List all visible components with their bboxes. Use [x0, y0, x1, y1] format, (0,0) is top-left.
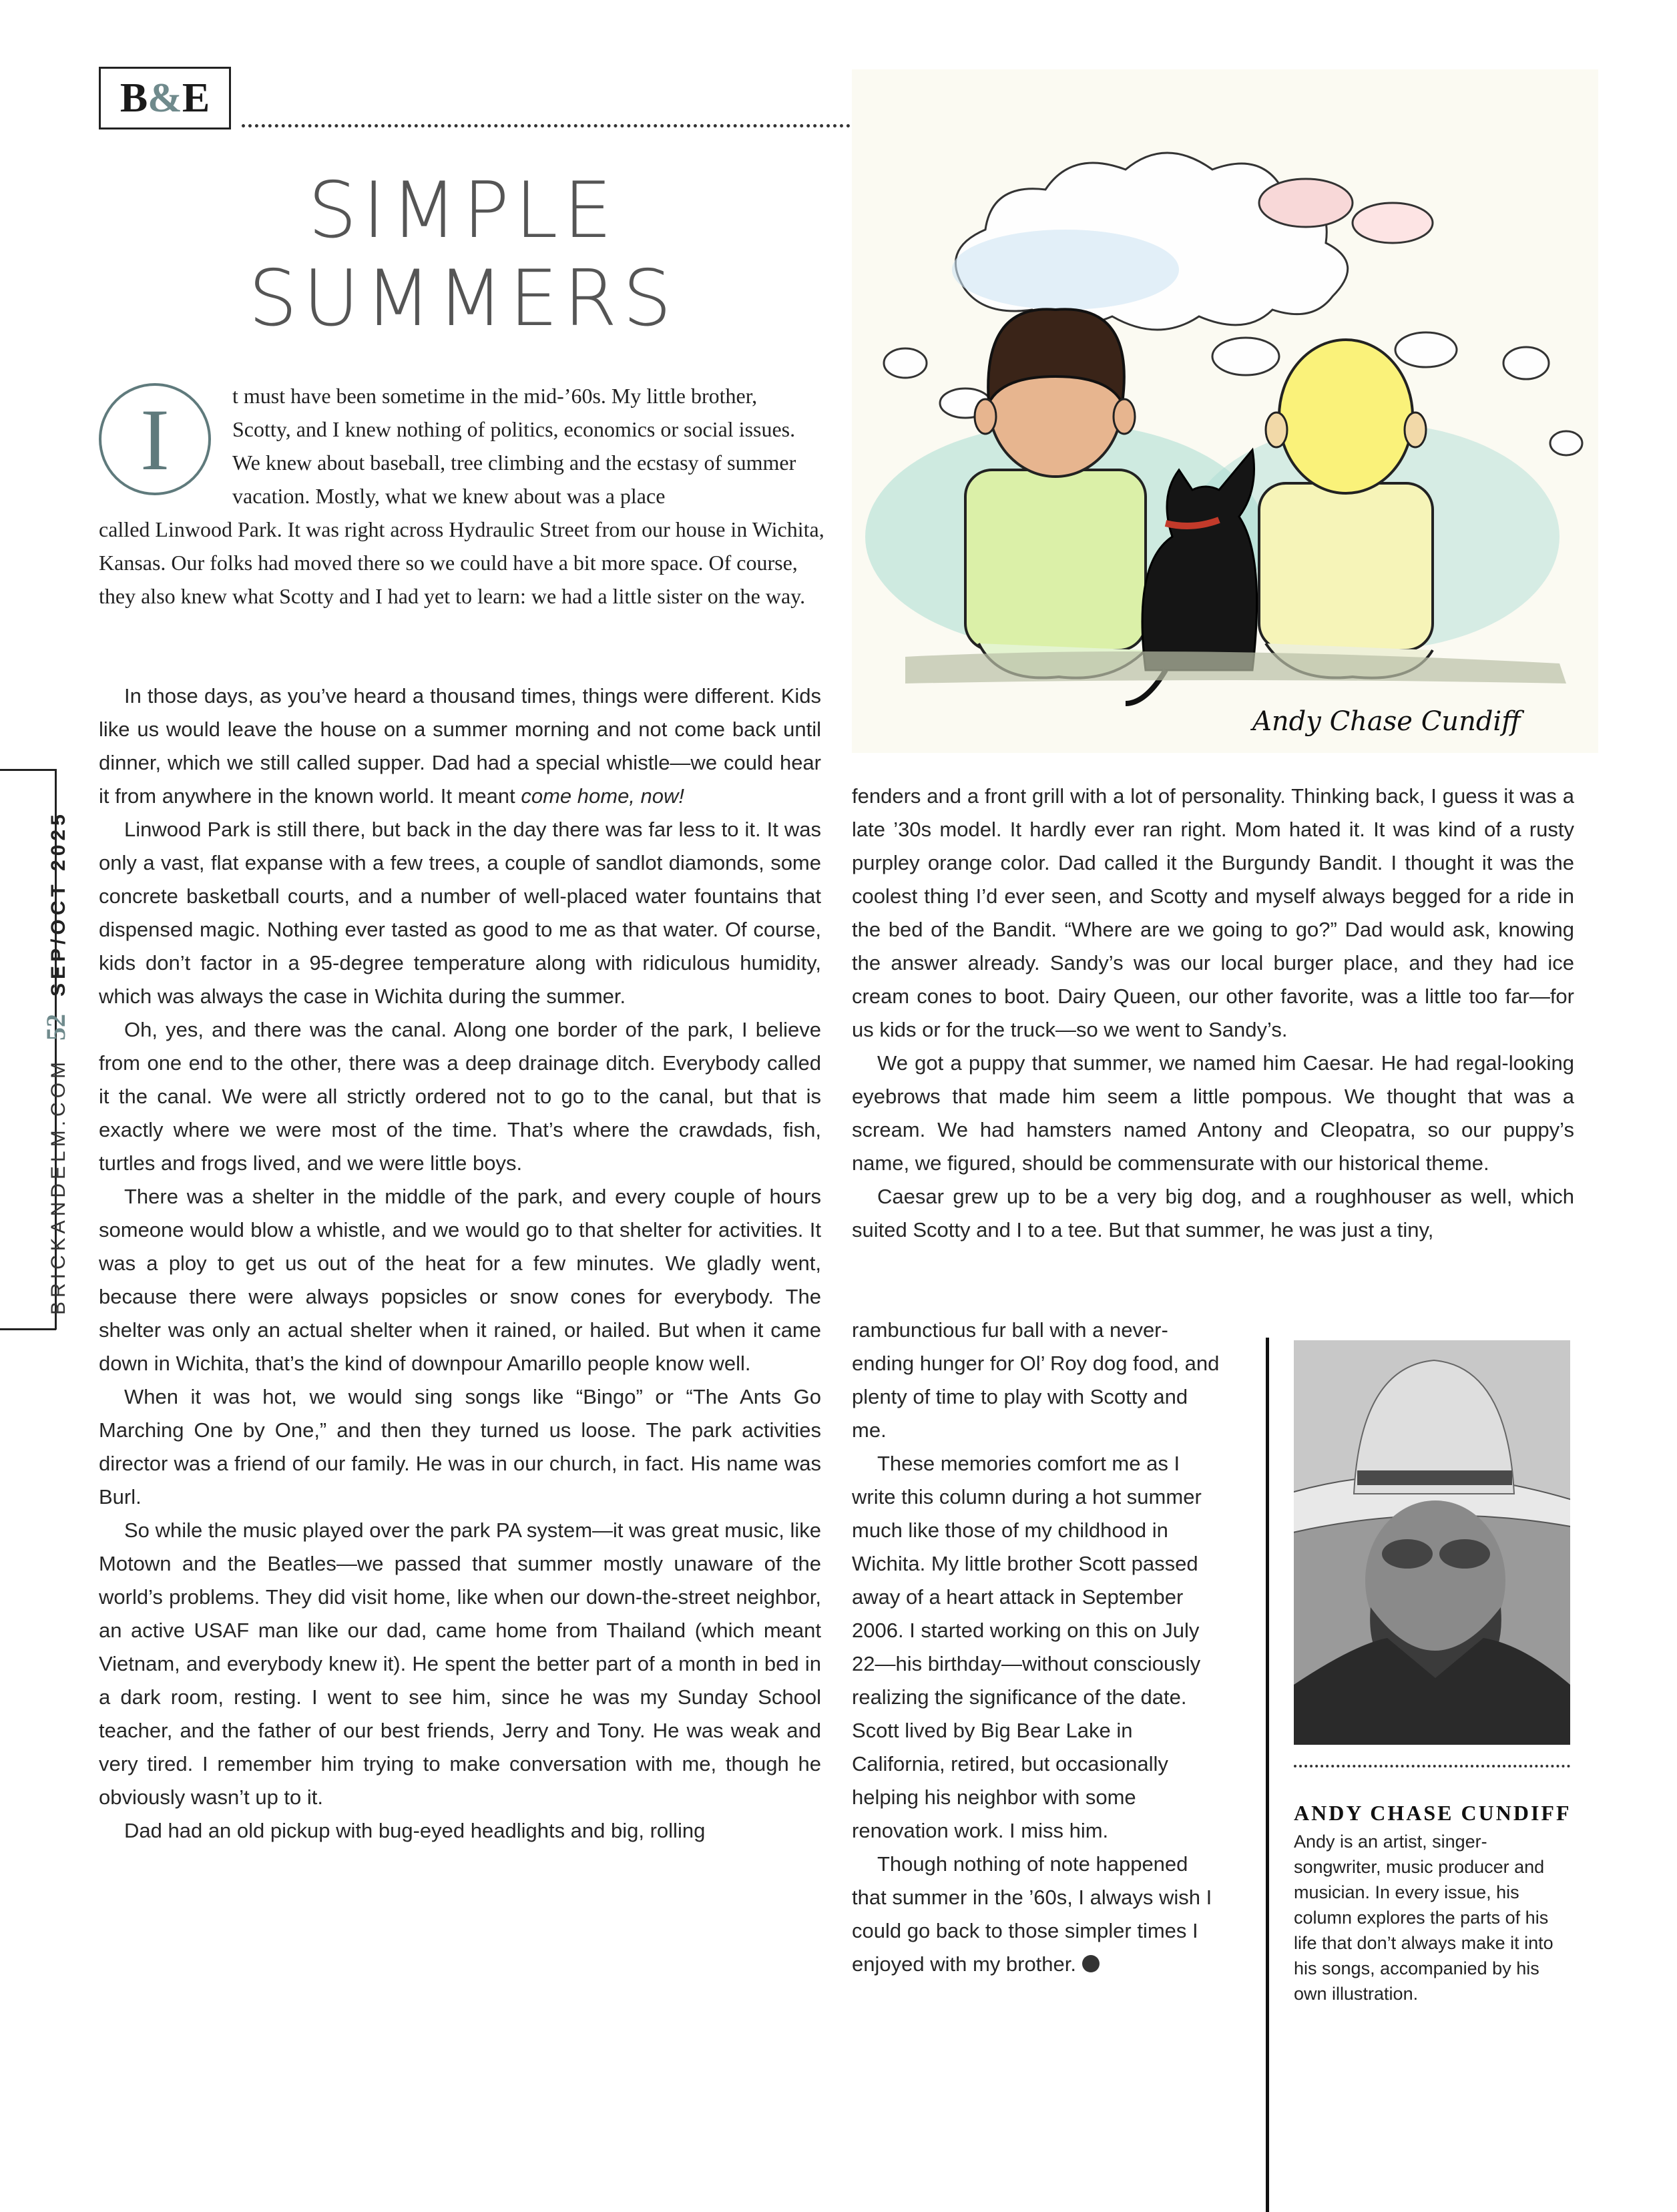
sunglasses-lens — [1439, 1539, 1490, 1569]
title-line-2: SUMMERS — [248, 254, 678, 344]
author-name: ANDY CHASE CUNDIFF — [1294, 1801, 1572, 1825]
body-paragraph: There was a shelter in the middle of the park, and every couple of hours someone would blow a whistle, and we would go to that shelter for activities. It was a ploy to get us out of the heat for a few minutes. We gladly went, because there were always popsicles or snow cones for everybody. The shelter was only an actual shelter when it rained, or hailed. But when it came down in Wichita, that’s the kind of downpour Amarillo people know well. — [99, 1185, 821, 1375]
rail-rule-bottom — [0, 1328, 56, 1330]
body-paragraph: Oh, yes, and there was the canal. Along one border of the park, I believe from one end to the other, there was a deep drainage ditch. Everybody called it the canal. We were all strictly ordered not to go to the canal, but that is exactly where we were most of the time. That’s where the crawdads, fish, turtles and frogs lived, and we were little boys. — [99, 1018, 821, 1175]
page-number: 52 — [41, 1013, 71, 1041]
intro-paragraph-part-1: t must have been sometime in the mid-’60s. My little brother, Scotty, and I knew nothing of politics, economics or social issues. We knew about baseball, tree climbing and the ecstasy of summer vacation. Mostly, what we knew about was a place — [232, 384, 796, 508]
right-boy-shirt — [1259, 483, 1433, 650]
body-paragraph: When it was hot, we would sing songs like “Bingo” or “The Ants Go Marching One by One,” and then they turned us loose. The park activities director was a friend of our family. He was in our church, in fact. His name was Burl. — [99, 1385, 821, 1508]
body-paragraph-continued: fenders and a front grill with a lot of personality. Thinking back, I guess it was a late ’30s model. It hardly ever ran right. Mom hated it. It was kind of a rusty purpley orange color. Dad called it the Burgundy Bandit. I thought it was the coolest thing I’d ever seen, and Scotty and myself always begged for a ride in the bed of the Bandit. “Where are we going to go?” Dad would ask, knowing the answer already. Sandy’s was our local burger place, and they had ice cream cones to boot. Dairy Queen, our other favorite, was a little too far—for us kids or for the truck—so we went to Sandy’s. — [852, 784, 1574, 1041]
drop-cap: I — [99, 383, 211, 495]
left-boy-ear — [975, 399, 996, 434]
body-column-right-narrow — [852, 1314, 1226, 1981]
right-boy-ear — [1266, 412, 1287, 447]
author-bio: Andy is an artist, singer-songwriter, music producer and musician. In every issue, his column explores the parts of his life that don’t always make it into his songs, accompanied by his own illustration. — [1294, 1832, 1553, 2004]
body-paragraph-closing: Though nothing of note happened that summer in the ’60s, I always wish I could go back to those simpler times I enjoyed with my brother. — [852, 1852, 1212, 1976]
logo-letter-b: B — [119, 75, 148, 121]
small-cloud — [884, 348, 927, 378]
small-cloud — [1503, 347, 1549, 379]
author-dotted-rule — [1294, 1765, 1570, 1767]
illustration-signature: Andy Chase Cundiff — [1252, 706, 1521, 737]
rail-site-url: BRICKANDELM.COM — [47, 1057, 69, 1315]
pink-cloud — [1353, 203, 1433, 243]
body-paragraph: Dad had an old pickup with bug-eyed headlights and big, rolling — [124, 1819, 706, 1842]
body-paragraph-continued: rambunctious fur ball with a never-ending hunger for Ol’ Roy dog food, and plenty of time to play with Scotty and me. — [852, 1318, 1220, 1442]
sunglasses-lens — [1382, 1539, 1433, 1569]
intro-paragraph-part-2: called Linwood Park. It was right across Hydraulic Street from our house in Wichita, Kansas. Our folks had moved there so we could have a bit more space. Of course, they also knew what Scotty and I had yet to learn: we had a little sister on the way. — [99, 517, 824, 608]
body-paragraph: In those days, as you’ve heard a thousand times, things were different. Kids like us would leave the house on a summer morning and not come back until dinner, which we still called supper. Dad had a special whistle—we could hear it from anywhere in the known world. It meant come home, now! — [99, 684, 821, 808]
rail-rule-top — [0, 769, 56, 771]
italic-phrase: come home, now! — [521, 784, 685, 808]
body-paragraph: So while the music played over the park PA system—it was great music, like Motown and the Beatles—we passed that summer mostly unaware of the world’s problems. They did visit home, like when our down-the-street neighbor, an active USAF man like our dad, came home from Thailand (which meant Vietnam, and everybody knew it). He spent the better part of a month in bed in a dark room, resting. I went to see him, since he was my Sunday School teacher, and the father of our best friends, Jerry and Tony. He was weak and very tired. I remember him trying to make conversation with me, though he obviously wasn’t up to it. — [99, 1518, 821, 1809]
body-column-right — [852, 780, 1574, 1247]
page-rail — [40, 810, 71, 1315]
body-paragraph: We got a puppy that summer, we named him Caesar. He had regal-looking eyebrows that made him seem a little pompous. We thought that was a scream. We had hamsters named Antony and Cleopatra, so our puppy’s name, we figured, should be commensurate with our historical theme. — [852, 1051, 1574, 1175]
pink-cloud — [1259, 179, 1353, 227]
left-boy-shirt — [965, 470, 1146, 650]
article-title — [99, 167, 826, 343]
sky-wash — [952, 230, 1179, 310]
author-divider — [1266, 1338, 1269, 2212]
body-column-left — [99, 679, 821, 1848]
author-photo — [1294, 1340, 1570, 1745]
body-paragraph: Linwood Park is still there, but back in the day there was far less to it. It was only a vast, flat expanse with a few trees, a couple of sandlot diamonds, some concrete basketball courts, and a number of well-placed water fountains that dispensed magic. Nothing ever tasted as good to me as that water. Of course, kids don’t factor in a 95-degree temperature along with ridiculous humidity, which was always the case in Wichita during the summer. — [99, 818, 821, 1008]
title-line-1: SIMPLE — [308, 166, 618, 256]
body-paragraph: Caesar grew up to be a very big dog, and a roughhouser as well, which suited Scotty and I to a tee. But that summer, he was just a tiny, — [852, 1185, 1574, 1241]
magazine-logo — [99, 67, 231, 129]
logo-ampersand: & — [148, 75, 182, 121]
article-illustration — [852, 69, 1598, 753]
issue-date: SEP/OCT 2025 — [47, 810, 69, 997]
body-paragraph: These memories comfort me as I write this column during a hot summer much like those of my childhood in Wichita. My little brother Scott passed away of a heart attack in September 2006. I started working on this on July 22—his birthday—without consciously realizing the significance of the date. Scott lived by Big Bear Lake in California, retired, but occasionally helping his neighbor with some renovation work. I miss him. — [852, 1452, 1202, 1842]
hat-band — [1357, 1470, 1512, 1485]
small-cloud — [1395, 332, 1457, 367]
small-cloud — [1212, 338, 1279, 375]
logo-letter-e: E — [182, 75, 210, 121]
end-mark-icon — [1082, 1955, 1100, 1972]
right-boy-head — [1279, 340, 1413, 493]
right-boy-ear — [1405, 412, 1426, 447]
small-cloud — [1550, 431, 1582, 455]
left-boy-ear — [1114, 399, 1135, 434]
